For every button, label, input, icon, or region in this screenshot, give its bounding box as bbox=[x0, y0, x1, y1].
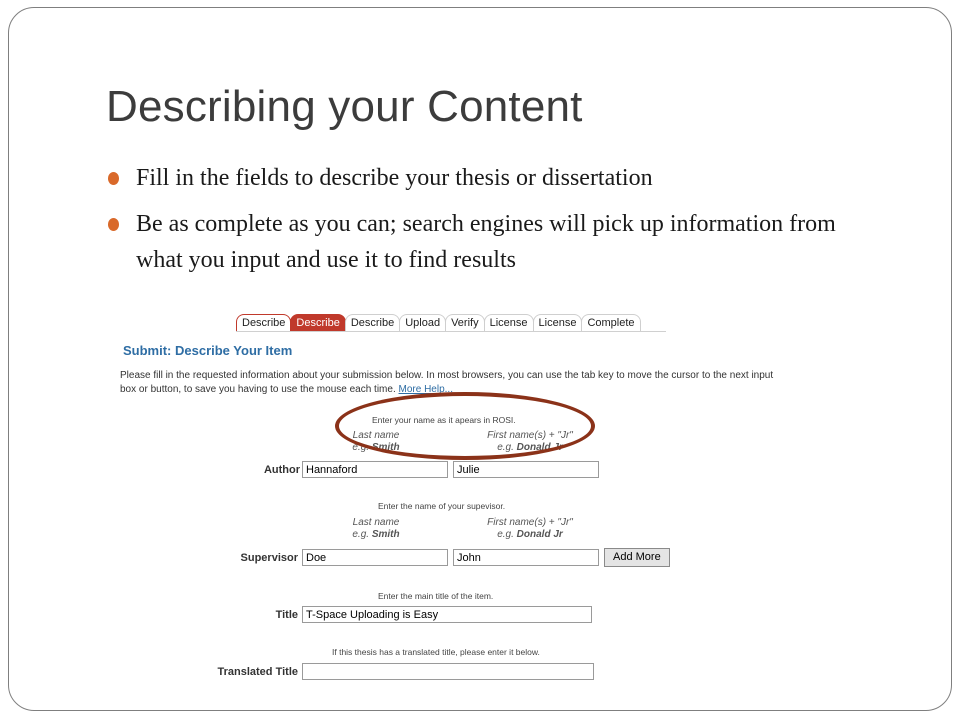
bullet-list bbox=[108, 160, 888, 288]
supervisor-note: Enter the name of your supevisor. bbox=[378, 501, 506, 511]
supervisor-last-name-field[interactable]: Doe bbox=[302, 549, 448, 566]
author-note: Enter your name as it apears in ROSI. bbox=[372, 415, 516, 425]
example-prefix: e.g. bbox=[352, 442, 372, 453]
author-first-hint-label: First name(s) + "Jr" bbox=[487, 430, 573, 441]
author-first-hint bbox=[450, 430, 610, 454]
tab-describe-1[interactable]: Describe bbox=[236, 314, 291, 331]
author-last-name-field[interactable]: Hannaford bbox=[302, 461, 448, 478]
author-first-name-field[interactable]: Julie bbox=[453, 461, 599, 478]
tab-license-2[interactable]: License bbox=[533, 314, 583, 331]
supervisor-first-hint-label: First name(s) + "Jr" bbox=[487, 517, 573, 528]
author-first-example bbox=[450, 442, 610, 454]
author-last-hint-label: Last name bbox=[352, 430, 400, 441]
bullet-item: Fill in the fields to describe your thesis or dissertation bbox=[108, 160, 888, 196]
example-value: Donald Jr bbox=[516, 529, 563, 540]
supervisor-first-hint bbox=[450, 517, 610, 541]
add-more-button[interactable]: Add More bbox=[604, 548, 670, 567]
supervisor-last-hint bbox=[296, 517, 456, 541]
example-prefix: e.g. bbox=[352, 529, 372, 540]
supervisor-label: Supervisor bbox=[240, 552, 298, 564]
supervisor-last-example bbox=[296, 529, 456, 541]
form-heading: Submit: Describe Your Item bbox=[123, 343, 293, 358]
author-last-hint bbox=[296, 430, 456, 454]
tab-describe-2[interactable]: Describe bbox=[290, 314, 345, 331]
example-value: Smith bbox=[371, 529, 400, 540]
title-field[interactable]: T-Space Uploading is Easy bbox=[302, 606, 592, 623]
tab-describe-3[interactable]: Describe bbox=[345, 314, 400, 331]
translated-title-field[interactable] bbox=[302, 663, 594, 680]
translated-title-note: If this thesis has a translated title, please enter it below. bbox=[332, 647, 540, 657]
more-help-link[interactable]: More Help... bbox=[398, 384, 453, 395]
bullet-item: Be as complete as you can; search engines will pick up information from what you input and use it to find results bbox=[108, 206, 888, 278]
tab-license-1[interactable]: License bbox=[484, 314, 534, 331]
example-prefix: e.g. bbox=[497, 529, 517, 540]
slide-title: Describing your Content bbox=[106, 82, 583, 131]
example-value: Smith bbox=[371, 442, 400, 453]
supervisor-first-example bbox=[450, 529, 610, 541]
example-value: Donald Jr bbox=[516, 442, 563, 453]
tab-upload[interactable]: Upload bbox=[399, 314, 446, 331]
author-last-example bbox=[296, 442, 456, 454]
submission-form-screenshot bbox=[120, 304, 788, 690]
tab-verify[interactable]: Verify bbox=[445, 314, 485, 331]
tab-baseline bbox=[236, 331, 666, 332]
title-note: Enter the main title of the item. bbox=[378, 591, 494, 601]
example-prefix: e.g. bbox=[497, 442, 517, 453]
supervisor-last-hint-label: Last name bbox=[352, 517, 400, 528]
supervisor-first-name-field[interactable]: John bbox=[453, 549, 599, 566]
title-label: Title bbox=[275, 609, 298, 621]
tab-complete[interactable]: Complete bbox=[581, 314, 640, 331]
intro-text: Please fill in the requested information about your submission below. In most browsers, you can use the tab key to move the cursor to the next input box or button, to save you having to use the mouse each time. bbox=[120, 370, 774, 395]
translated-title-label: Translated Title bbox=[217, 666, 298, 678]
author-label: Author bbox=[263, 464, 300, 476]
form-intro bbox=[120, 369, 786, 397]
progress-tabs bbox=[236, 314, 640, 331]
